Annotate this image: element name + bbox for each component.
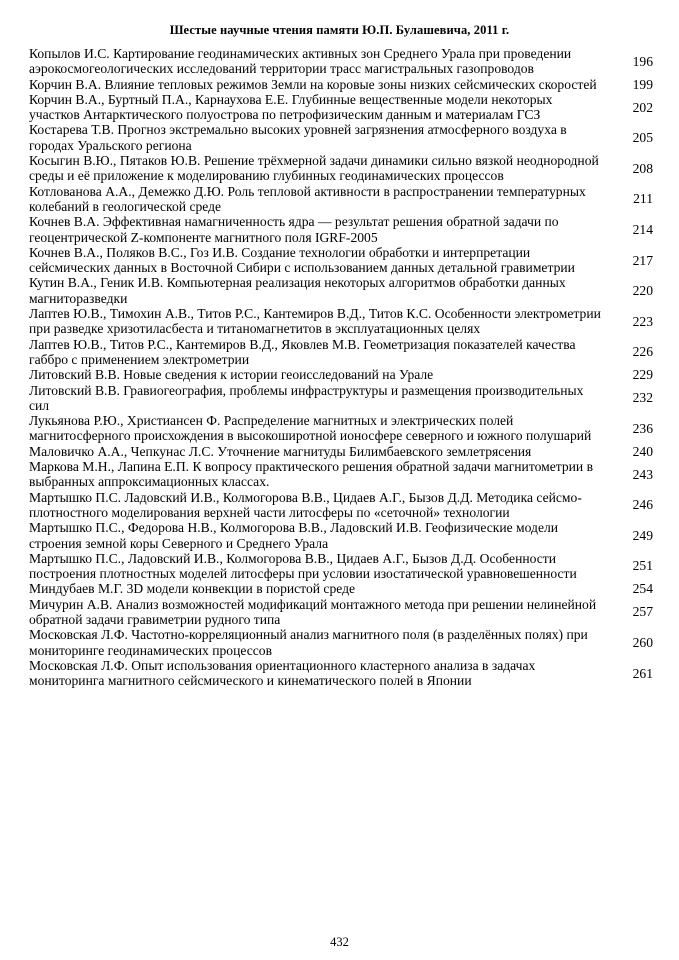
toc-entry — [29, 306, 659, 337]
toc-entry — [29, 337, 659, 368]
toc-entry-page-number: 251 — [632, 558, 653, 574]
toc-entry-title: Кочнев В.А. Эффективная намагниченность ядра — результат решения обратной задачи по геоцентрической Z-компоненте магнитного поля IGRF-2005 — [29, 214, 559, 245]
toc-entry-title: Котлованова А.А., Демежко Д.Ю. Роль тепловой активности в распространении температурных колебаний в геологической среде — [29, 183, 586, 214]
toc-entry-page-number: 223 — [632, 313, 653, 329]
toc-entry-page-number: 243 — [632, 466, 653, 482]
toc-entry-page-number: 260 — [632, 634, 653, 650]
toc-entry-page-number: 199 — [632, 76, 653, 92]
toc-entry — [29, 46, 659, 77]
toc-entry-title: Миндубаев М.Г. 3D модели конвекции в пористой среде — [29, 581, 356, 597]
toc-entry-page-number: 196 — [632, 53, 653, 69]
toc-entry-title: Кочнев В.А., Поляков В.С., Гоз И.В. Создание технологии обработки и интерпретации сейсмических данных в Восточной Сибири с использованием данных детальной гравиметрии — [29, 244, 575, 276]
toc-entry-title: Копылов И.С. Картирование геодинамических активных зон Среднего Урала при проведении аэрокосмогеологических исследований территории трасс магистральных газопроводов — [29, 46, 572, 77]
toc-entry-page-number: 211 — [633, 191, 653, 207]
toc-entry-page-number: 232 — [632, 390, 653, 406]
toc-entry — [29, 122, 659, 153]
toc-entry — [29, 367, 659, 382]
toc-entry-title: Литовский В.В. Гравиогеография, проблемы инфраструктуры и размещения производительных сил — [29, 382, 584, 413]
toc-entry-page-number: 261 — [632, 665, 653, 681]
toc-entry-page-number: 236 — [632, 420, 653, 436]
toc-entry-page-number: 226 — [632, 344, 653, 360]
toc-entry — [29, 627, 659, 658]
toc-entry-page-number: 205 — [632, 130, 653, 146]
toc-entry — [29, 520, 659, 551]
toc-entry-title: Московская Л.Ф. Частотно-корреляционный анализ магнитного поля (в разделённых полях) при мониторинге геодинамических процессов — [29, 627, 588, 658]
toc-entry-page-number: 229 — [632, 367, 653, 383]
toc-entry-page-number: 240 — [632, 443, 653, 459]
toc-entry — [29, 184, 659, 215]
toc-entry-title: Маловичко А.А., Чепкунас Л.С. Уточнение магнитуды Билимбаевского землетрясения — [29, 443, 532, 459]
toc-entry-page-number: 208 — [632, 160, 653, 176]
toc-entry-title: Лаптев Ю.В., Тимохин А.В., Титов Р.С., Кантемиров В.Д., Титов К.С. Особенности электрометрии при разведке хризотиласбеста и титаномагнетитов в эксплуатационных целях — [29, 306, 601, 337]
toc-entry-title: Лаптев Ю.В., Титов Р.С., Кантемиров В.Д., Яковлев М.В. Геометризация показателей качества габбро с применением электрометрии — [29, 336, 576, 367]
toc-entry-title: Мартышко П.С. Ладовский И.В., Колмогорова В.В., Цидаев А.Г., Бызов Д.Д. Методика сейсмо-плотностного моделирования верхней части литосферы по «сеточной» технологии — [29, 489, 582, 520]
toc-entry — [29, 581, 659, 596]
page-header: Шестые научные чтения памяти Ю.П. Булашевича, 2011 г. — [169, 23, 510, 37]
toc-entry-page-number: 220 — [632, 283, 653, 299]
toc-entry-page-number: 246 — [632, 497, 653, 513]
toc-entry-title: Мичурин А.В. Анализ возможностей модификаций монтажного метода при решении нелинейной обратной задачи гравиметрии рудного типа — [29, 596, 597, 627]
page-number: 432 — [330, 935, 349, 949]
toc-entry-page-number: 249 — [632, 527, 653, 543]
toc-entry — [29, 92, 659, 123]
toc-entry-title: Мартышко П.С., Федорова Н.В., Колмогорова В.В., Ладовский И.В. Геофизические модели строения земной коры Северного и Среднего Урала — [29, 520, 559, 551]
toc-entry — [29, 551, 659, 582]
toc-entry — [29, 597, 659, 628]
toc-entry-title: Кутин В.А., Геник И.В. Компьютерная реализация некоторых алгоритмов обработки данных магниторазведки — [29, 275, 566, 306]
toc-entry-page-number: 254 — [632, 581, 653, 597]
toc-entry-title: Литовский В.В. Новые сведения к истории геоисследований на Урале — [29, 367, 434, 383]
toc-entry — [29, 275, 659, 306]
toc-entry-title: Корчин В.А. Влияние тепловых режимов Земли на коровые зоны низких сейсмических скоростей — [29, 76, 597, 92]
toc-entry — [29, 383, 659, 414]
toc-entry — [29, 413, 659, 444]
toc-entry-page-number: 217 — [632, 252, 653, 268]
toc-entry — [29, 153, 659, 184]
toc-entry-page-number: 214 — [632, 221, 653, 237]
toc-entry — [29, 459, 659, 490]
toc-entry — [29, 490, 659, 521]
toc-entry-title: Московская Л.Ф. Опыт использования ориентационного кластерного анализа в задачах мониторинга магнитного сейсмического и кинематического полей в Японии — [29, 657, 536, 689]
toc-entry-title: Корчин В.А., Буртный П.А., Карнаухова Е.Е. Глубинные вещественные модели некоторых участков Антарктического полуострова по петрофизическим данным и материалам ГСЗ — [29, 91, 553, 123]
toc-entry-page-number: 202 — [632, 99, 653, 115]
toc-entry — [29, 245, 659, 276]
toc-entry-title: Мартышко П.С., Ладовский И.В., Колмогорова В.В., Цидаев А.Г., Бызов Д.Д. Особенности построения плотностных моделей литосферы при условии изостатической уравновешенности — [29, 550, 577, 582]
toc-entry — [29, 444, 659, 459]
toc-entry — [29, 77, 659, 92]
toc-entry-title: Маркова М.Н., Лапина Е.П. К вопросу практического решения обратной задачи магнитометрии в выбранных аппроксимационных классах. — [29, 459, 594, 490]
toc-entry — [29, 658, 659, 689]
toc-entry-title: Лукьянова Р.Ю., Христиансен Ф. Распределение магнитных и электрических полей магнитосферного происхождения в высокоширотной ионосфере северного и южного полушарий — [29, 413, 592, 444]
toc-entry-page-number: 257 — [632, 604, 653, 620]
toc-entry-title: Костарева Т.В. Прогноз экстремально высоких уровней загрязнения атмосферного воздуха в городах Уральского региона — [29, 122, 567, 153]
table-of-contents — [29, 46, 659, 688]
toc-entry-title: Косыгин В.Ю., Пятаков Ю.В. Решение трёхмерной задачи динамики сильно вязкой неоднородной среды и её приложение к моделированию глубинных геодинамических процессов — [29, 153, 599, 184]
toc-entry — [29, 214, 659, 245]
